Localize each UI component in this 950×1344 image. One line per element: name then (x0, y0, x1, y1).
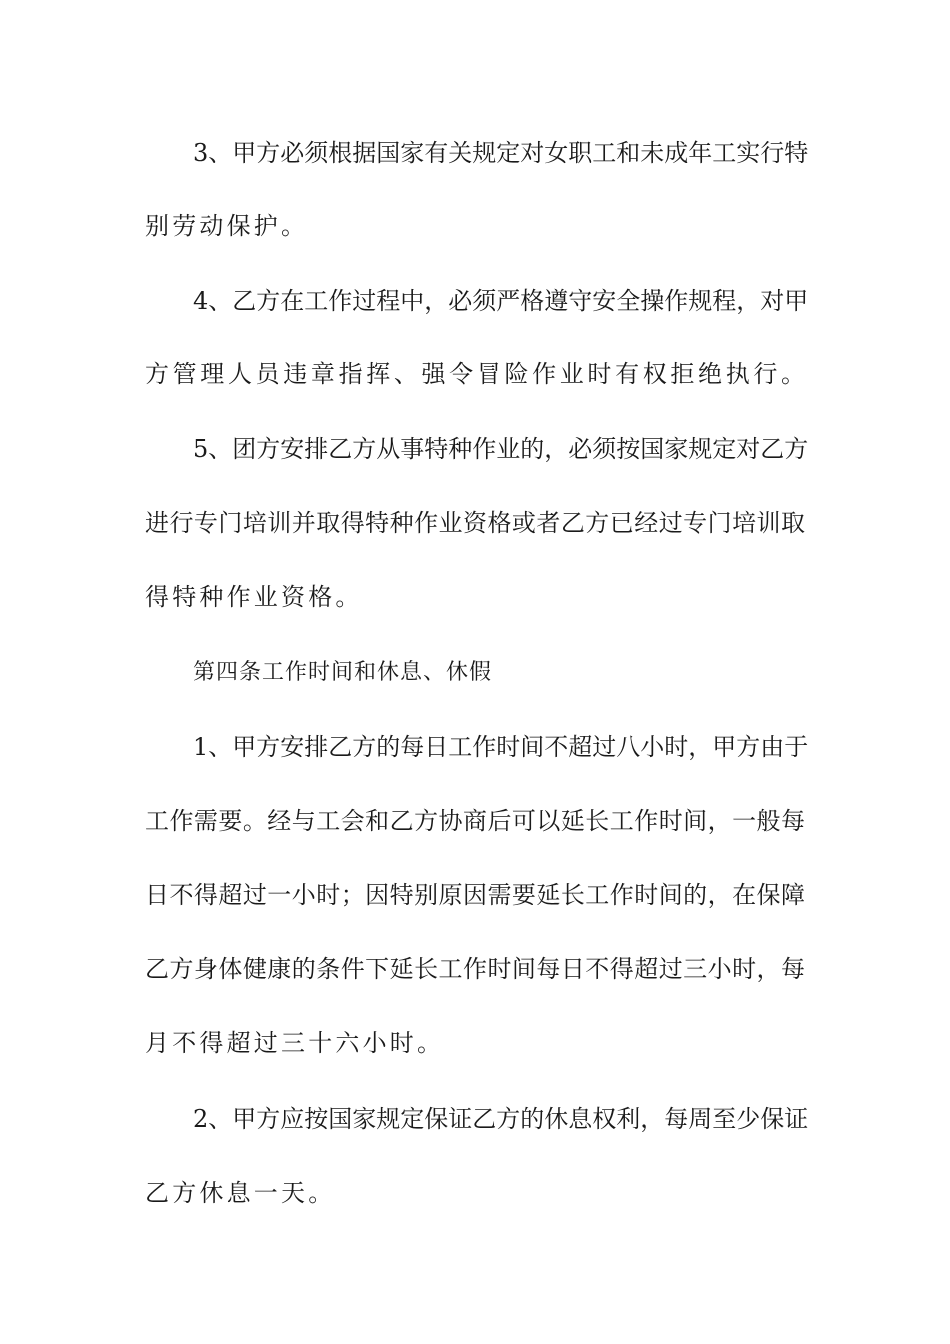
paragraph-5-line-1: 5、团方安排乙方从事特种作业的，必须按国家规定对乙方 (193, 435, 809, 463)
paragraph-4-line-1: 4、乙方在工作过程中，必须严格遵守安全操作规程，对甲 (193, 287, 809, 315)
paragraph-5-line-2: 进行专门培训并取得特种作业资格或者乙方已经过专门培训取 (145, 509, 805, 537)
rest-paragraph-line-1: 2、甲方应按国家规定保证乙方的休息权利，每周至少保证 (193, 1105, 809, 1133)
paragraph-4-line-2: 方管理人员违章指挥、强令冒险作业时有权拒绝执行。 (145, 360, 805, 388)
hours-paragraph-1-line-1: 1、甲方安排乙方的每日工作时间不超过八小时，甲方由于 (193, 733, 809, 761)
rest-paragraph-line-2: 乙方休息一天。 (145, 1179, 336, 1207)
hours-paragraph-1-line-2: 工作需要。经与工会和乙方协商后可以延长工作时间，一般每 (145, 807, 805, 835)
paragraph-3-line-2: 别劳动保护。 (145, 212, 309, 240)
paragraph-5-line-3: 得特种作业资格。 (145, 583, 363, 611)
paragraph-3-line-1: 3、甲方必须根据国家有关规定对女职工和未成年工实行特 (193, 139, 809, 167)
hours-paragraph-1-line-5: 月不得超过三十六小时。 (145, 1029, 445, 1057)
hours-paragraph-1-line-4: 乙方身体健康的条件下延长工作时间每日不得超过三小时，每 (145, 955, 805, 983)
section-heading: 第四条工作时间和休息、休假 (193, 660, 493, 685)
hours-paragraph-1-line-3: 日不得超过一小时；因特别原因需要延长工作时间的，在保障 (145, 881, 805, 909)
